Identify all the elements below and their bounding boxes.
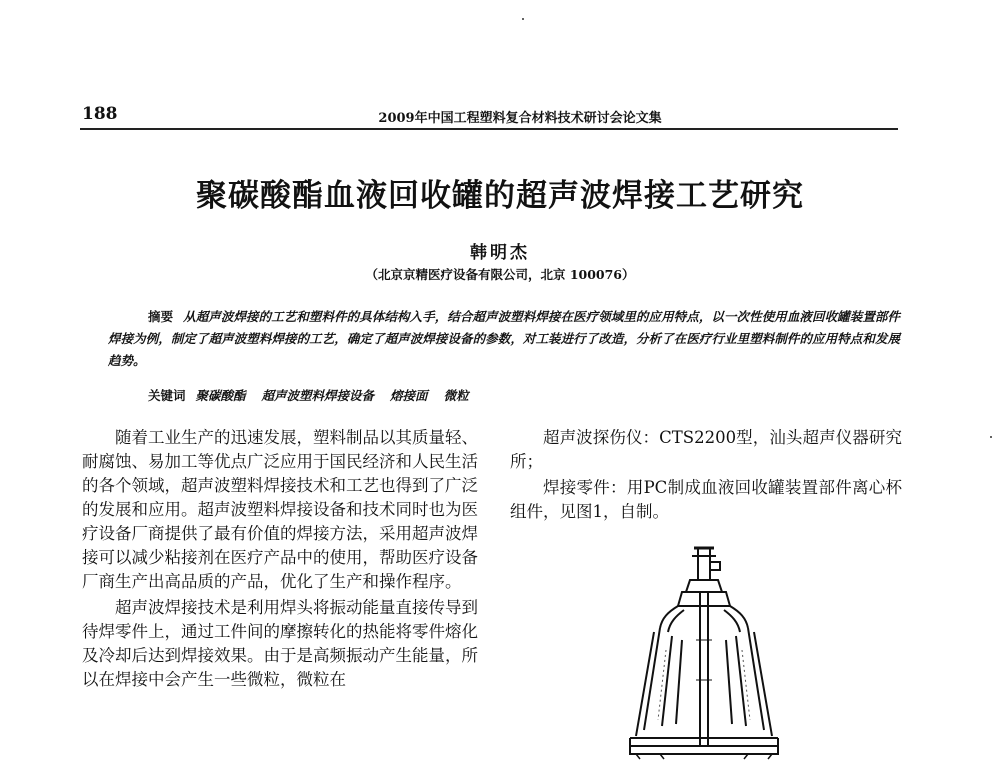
abstract-label: 摘要 [148,309,174,324]
keyword: 熔接面 [390,388,428,403]
body-paragraph: 焊接零件：用PC制成血液回收罐装置部件离心杯组件，见图1，自制。 [510,478,902,521]
keywords-label: 关键词 [148,388,186,403]
keyword: 聚碳酸酯 [195,388,246,403]
affiliation: （北京京精医疗设备有限公司，北京 100076） [365,267,635,282]
paper-title: 聚碳酸酯血液回收罐的超声波焊接工艺研究 [196,178,804,214]
header-rule [80,128,898,130]
scan-speck [522,18,524,20]
body-paragraph: 超声波探伤仪：CTS2200型，汕头超声仪器研究所； [510,428,902,471]
abstract-text: 从超声波焊接的工艺和塑料件的具体结构入手，结合超声波塑料焊接在医疗领域里的应用特点，以一次性使用血液回收罐装置部件焊接为例，制定了超声波塑料焊接的工艺，确定了超声波焊接设备的参数，对工装进行了改造，分析了在医疗行业里塑料制件的应用特点和发展趋势。 [108,309,900,368]
body-paragraph: 超声波焊接技术是利用焊头将振动能量直接传导到待焊零件上，通过工件间的摩擦转化的热能将零件熔化及冷却后达到焊接效果。由于是高频振动产生能量，所以在焊接中会产生一些微粒，微粒在 [82,598,478,689]
body-column-left [82,426,478,694]
body-column-right [510,426,902,526]
page-number: 188 [82,104,118,124]
running-head: 2009年中国工程塑料复合材料技术研讨会论文集 [378,111,662,126]
keyword: 超声波塑料焊接设备 [261,388,375,403]
centrifuge-cup-figure [620,540,790,760]
abstract [108,306,900,372]
scan-speck [990,436,992,438]
keywords [148,386,900,404]
author: 韩明杰 [470,243,530,263]
body-paragraph: 随着工业生产的迅速发展，塑料制品以其质量轻、耐腐蚀、易加工等优点广泛应用于国民经济和人民生活的各个领域，超声波塑料焊接技术和工艺也得到了广泛的发展和应用。超声波塑料焊接设备和技术同时也为医疗设备厂商提供了最有价值的焊接方法，采用超声波焊接可以减少粘接剂在医疗产品中的使用，帮助医疗设备厂商生产出高品质的产品，优化了生产和操作程序。 [82,428,478,591]
keyword: 微粒 [443,388,469,403]
